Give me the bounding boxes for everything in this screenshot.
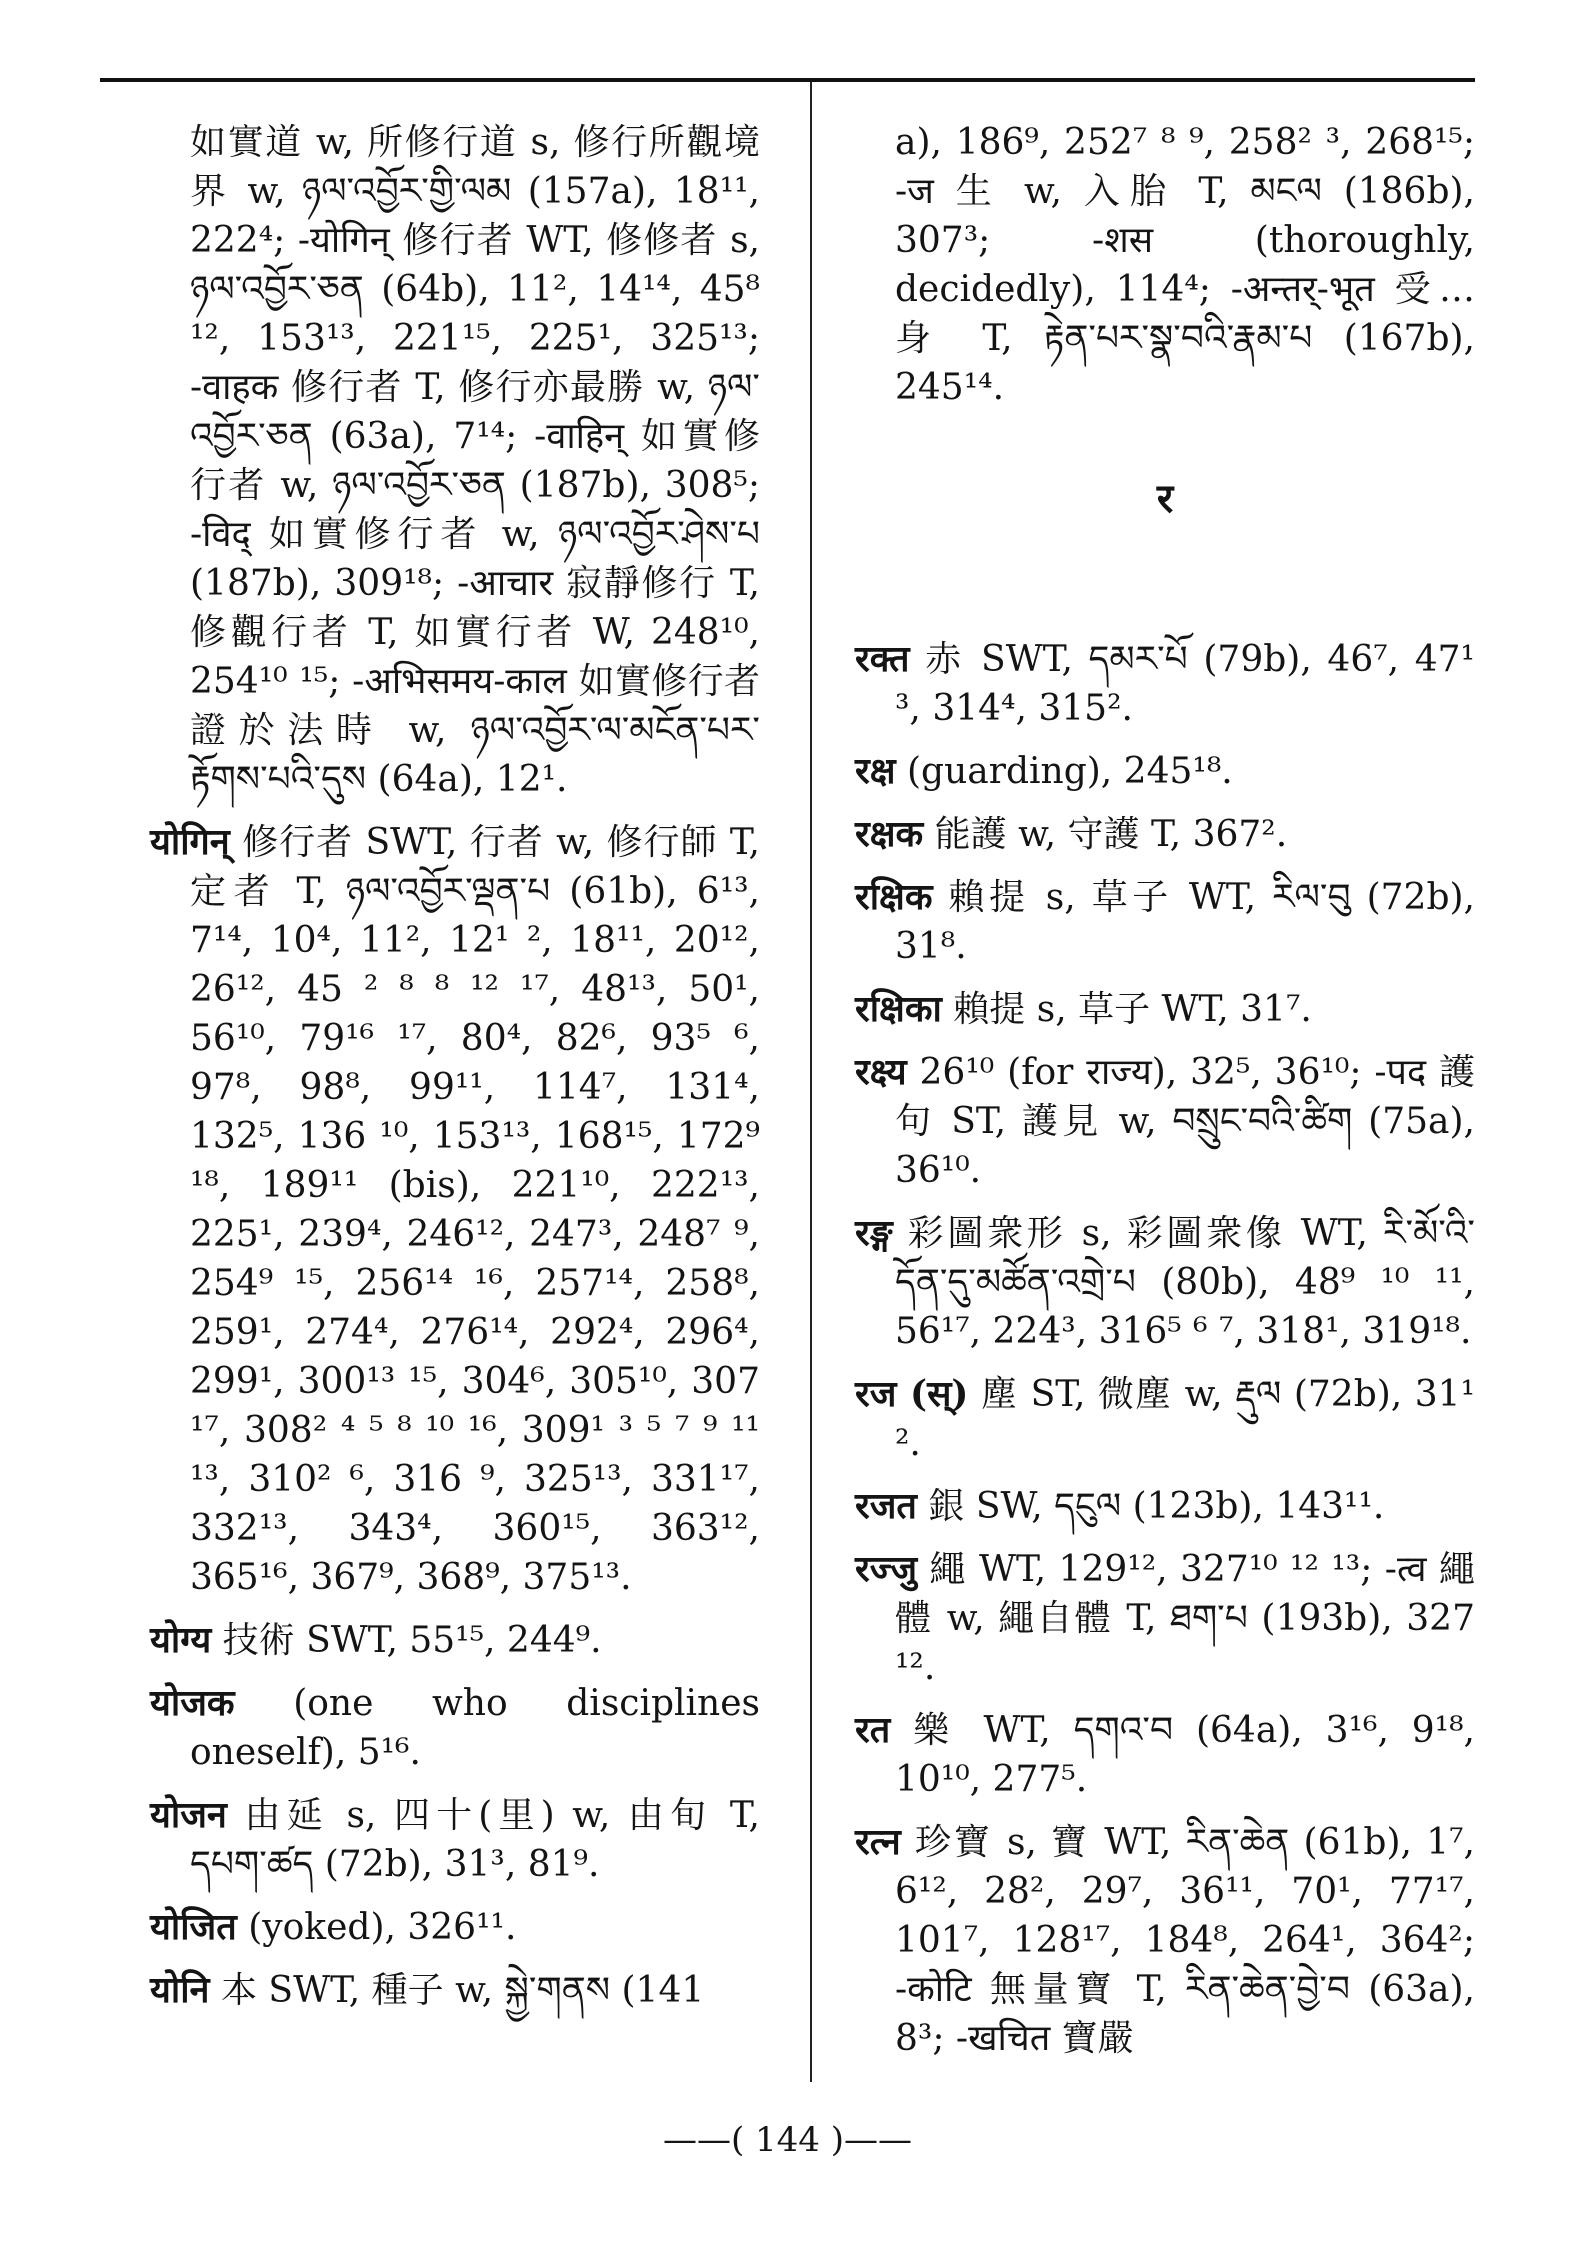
entry-headword: रक्षक xyxy=(855,813,924,855)
entry-headword: रक्षिक xyxy=(855,876,933,918)
continued-entry xyxy=(855,118,1475,412)
dictionary-entry xyxy=(150,118,760,804)
entry-headword: योजन xyxy=(150,1794,227,1836)
entry-text: (yoked), 326¹¹. xyxy=(248,1907,517,1948)
entry-text: 技術 SWT, 55¹⁵, 244⁹. xyxy=(222,1620,602,1661)
entry-text: 銀 SW, དངུལ (123b), 143¹¹. xyxy=(928,1486,1385,1527)
entry-headword: रङ्ग xyxy=(855,1212,893,1254)
dictionary-entry xyxy=(855,1545,1475,1692)
dictionary-entry xyxy=(150,1966,760,2015)
dictionary-entry xyxy=(855,1209,1475,1356)
entry-text: 賴提 s, 草子 WT, 31⁷. xyxy=(953,989,1312,1030)
dictionary-entry xyxy=(855,873,1475,971)
entry-text: 賴提 s, 草子 WT, རིལ་བུ (72b), 31⁸. xyxy=(895,877,1475,967)
entry-headword: रज (स्) xyxy=(855,1373,969,1415)
entry-headword: योनि xyxy=(150,1969,210,2011)
entry-text: 本 SWT, 種子 w, སྐྱེ་གནས (141 xyxy=(220,1970,705,2011)
dictionary-entry xyxy=(855,1818,1475,2063)
column-divider xyxy=(810,82,812,2082)
entry-headword: रक्ष्य xyxy=(855,1051,907,1093)
entry-headword: रक्षिका xyxy=(855,988,942,1030)
left-column xyxy=(150,118,760,2029)
dictionary-entry xyxy=(855,1706,1475,1804)
entry-text: 如實道 w, 所修行道 s, 修行所觀境界 w, ཉལ་འབྱོར་གྱི་ལམ (157a), 18¹¹, 222⁴; -योगिन् 修行者 WT, 修修者 s, ཉལ་འབྱོར་ཅན (64b), 11², 14¹⁴, 45⁸ ¹², 153¹³, 221¹⁵, 225¹, 325¹³; -वाहक 修行者 T, 修行亦最勝 w, ཉལ་འབྱོར་ཅན (63a), 7¹⁴; -वाहिन् 如實修行者 w, ཉལ་འབྱོར་ཅན (187b), 308⁵; -विद् 如實修行者 w, ཉལ་འབྱོར་ཤེས་པ (187b), 309¹⁸; -आचार 寂靜修行 T, 修觀行者 T, 如實行者 W, 248¹⁰, 254¹⁰ ¹⁵; -अभिसमय-काल 如實修行者證於法時 w, ཉལ་འབྱོར་ལ་མངོན་པར་རྟོགས་པའི་དུས (64a), 12¹. xyxy=(190,122,760,800)
dictionary-entry xyxy=(150,1791,760,1889)
entry-headword: रजत xyxy=(855,1485,917,1527)
entry-headword: रत xyxy=(855,1709,891,1751)
dictionary-entry xyxy=(150,1616,760,1665)
dictionary-entry xyxy=(150,1679,760,1777)
top-rule xyxy=(100,78,1475,82)
dictionary-entry xyxy=(855,985,1475,1034)
entry-headword: योजित xyxy=(150,1906,237,1948)
dictionary-entry xyxy=(150,818,760,1602)
page-number-value: 144 xyxy=(755,2120,820,2160)
entry-headword: योगिन् xyxy=(150,821,230,863)
dictionary-entry xyxy=(855,1482,1475,1531)
entry-text: 修行者 SWT, 行者 w, 修行師 T, 定者 T, ཉལ་འབྱོར་ལྡན་པ (61b), 6¹³, 7¹⁴, 10⁴, 11², 12¹ ², 18¹¹, 20¹², 26¹², 45 ² ⁸ ⁸ ¹² ¹⁷, 48¹³, 50¹, 56¹⁰, 79¹⁶ ¹⁷, 80⁴, 82⁶, 93⁵ ⁶, 97⁸, 98⁸, 99¹¹, 114⁷, 131⁴, 132⁵, 136 ¹⁰, 153¹³, 168¹⁵, 172⁹ ¹⁸, 189¹¹ (bis), 221¹⁰, 222¹³, 225¹, 239⁴, 246¹², 247³, 248⁷ ⁹, 254⁹ ¹⁵, 256¹⁴ ¹⁶, 257¹⁴, 258⁸, 259¹, 274⁴, 276¹⁴, 292⁴, 296⁴, 299¹, 300¹³ ¹⁵, 304⁶, 305¹⁰, 307 ¹⁷, 308² ⁴ ⁵ ⁸ ¹⁰ ¹⁶, 309¹ ³ ⁵ ⁷ ⁹ ¹¹ ¹³, 310² ⁶, 316 ⁹, 325¹³, 331¹⁷, 332¹³, 343⁴, 360¹⁵, 363¹², 365¹⁶, 367⁹, 368⁹, 375¹³. xyxy=(190,822,760,1598)
entry-headword: रत्न xyxy=(855,1821,901,1863)
entry-headword: योग्य xyxy=(150,1619,212,1661)
entry-text: 由延 s, 四十(里) w, 由旬 T, དཔག་ཚད (72b), 31³, 81⁹. xyxy=(190,1795,760,1885)
dictionary-entry xyxy=(855,635,1475,733)
entry-text: 塵 ST, 微塵 w, རྡུལ (72b), 31¹ ². xyxy=(895,1374,1475,1464)
dictionary-entry xyxy=(855,1048,1475,1195)
entry-text: (guarding), 245¹⁸. xyxy=(907,751,1233,792)
entry-text: 26¹⁰ (for राज्य), 32⁵, 36¹⁰; -पद 護句 ST, 護見 w, བསྲུང་བའི་ཚིག (75a), 36¹⁰. xyxy=(895,1052,1475,1191)
entry-text: 繩 WT, 129¹², 327¹⁰ ¹² ¹³; -त्व 繩體 w, 繩自體 T, ཐག་པ (193b), 327 ¹². xyxy=(895,1549,1475,1688)
entry-headword: रज्जु xyxy=(855,1548,918,1590)
dictionary-entry xyxy=(855,810,1475,859)
page-number: ——( 144 )—— xyxy=(662,2120,913,2160)
entry-text: (one who disciplines oneself), 5¹⁶. xyxy=(190,1683,761,1773)
dictionary-entry xyxy=(855,747,1475,796)
right-column xyxy=(855,118,1475,2077)
entry-text: a), 186⁹, 252⁷ ⁸ ⁹, 258² ³, 268¹⁵; -ज 生 w, 入胎 T, མངལ (186b), 307³; -शस (thoroughly, decidedly), 114⁴; -अन्तर्-भूत 受…身 T, རྟེན་པར་སྣ་བའི་རྣམ་པ (167b), 245¹⁴. xyxy=(895,122,1475,408)
entry-text: 樂 WT, དགའ་བ (64a), 3¹⁶, 9¹⁸, 10¹⁰, 277⁵. xyxy=(895,1710,1475,1800)
entry-headword: योजक xyxy=(150,1682,235,1724)
dictionary-entry xyxy=(855,1370,1475,1468)
entry-text: 彩圖衆形 s, 彩圖衆像 WT, རི་མོ་འི་དོན་དུ་མཚོན་འགྲེ་པ (80b), 48⁹ ¹⁰ ¹¹, 56¹⁷, 224³, 316⁵ ⁶ ⁷, 318¹, 319¹⁸. xyxy=(895,1213,1475,1352)
section-letter-heading: र xyxy=(1156,475,1174,522)
entry-text: 能護 w, 守護 T, 367². xyxy=(934,814,1288,855)
entry-text: 赤 SWT, དམར་པོ (79b), 46⁷, 47¹ ³, 314⁴, 315². xyxy=(895,639,1475,729)
dictionary-entry xyxy=(150,1903,760,1952)
entry-headword: रक्त xyxy=(855,638,910,680)
entry-text: 珍寶 s, 寶 WT, རིན་ཆེན (61b), 1⁷, 6¹², 28², 29⁷, 36¹¹, 70¹, 77¹⁷, 101⁷, 128¹⁷, 184⁸, 264¹, 364²; -कोटि 無量寶 T, རིན་ཆེན་བྱེ་བ (63a), 8³; -खचित 寶嚴 xyxy=(895,1822,1475,2059)
entry-headword: रक्ष xyxy=(855,750,896,792)
